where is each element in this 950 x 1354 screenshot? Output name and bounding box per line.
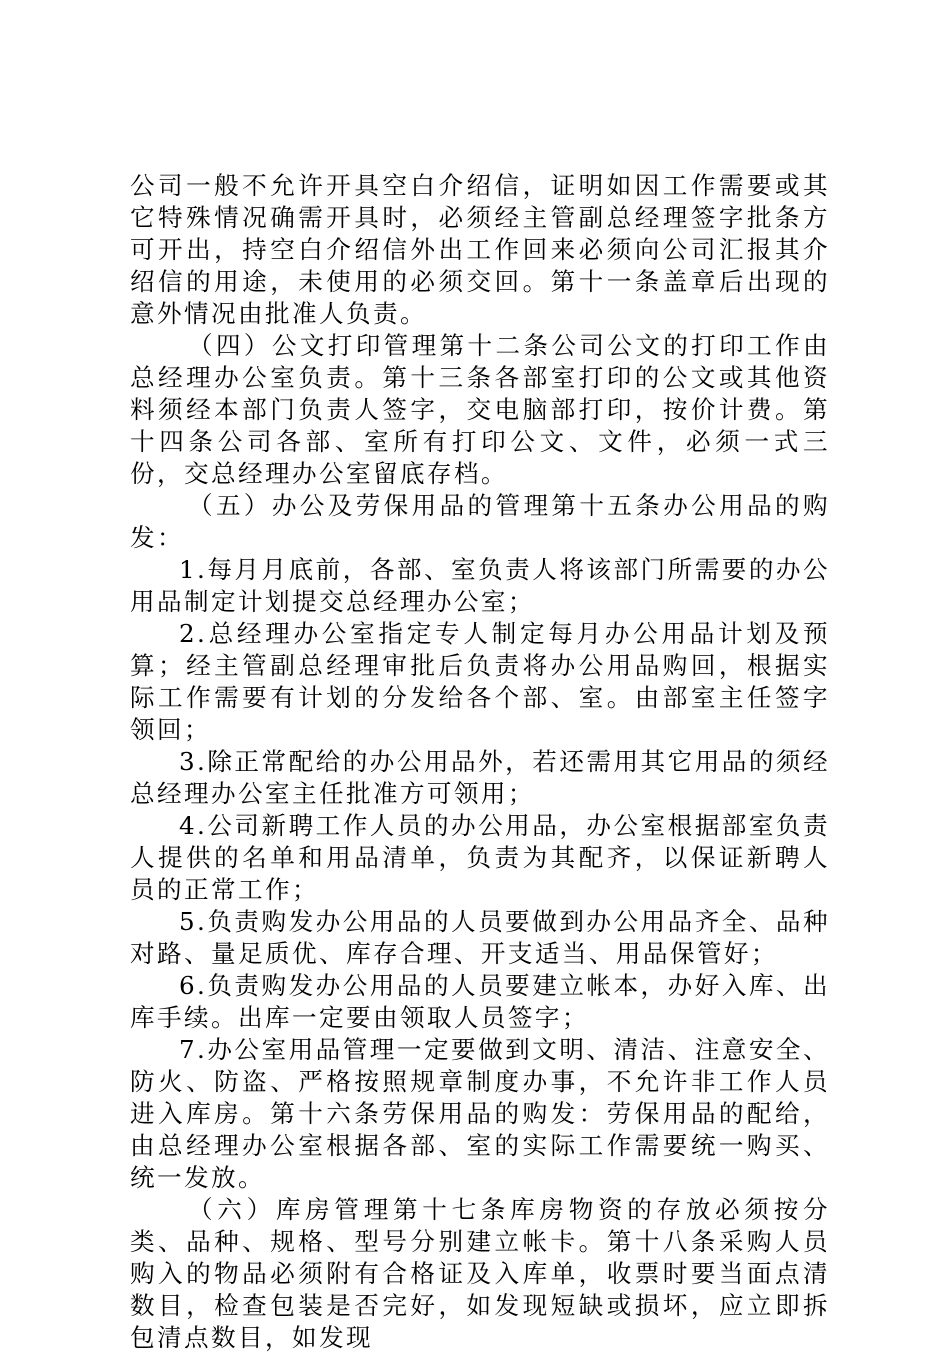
list-item-5: 5.负责购发办公用品的人员要做到办公用品齐全、品种对路、量足质优、库存合理、开支适当、用品保管好；	[130, 907, 830, 968]
paragraph-section-4-printing: （四）公文打印管理第十二条公司公文的打印工作由总经理办公室负责。第十三条各部室打印的公文或其他资料须经本部门负责人签字，交电脑部打印，按价计费。第十四条公司各部、室所有打印公文、文件，必须一式三份，交总经理办公室留底存档。	[130, 331, 830, 488]
list-item-3: 3.除正常配给的办公用品外，若还需用其它用品的须经总经理办公室主任批准方可领用；	[130, 747, 830, 808]
paragraph-blank-letter-rules: 公司一般不允许开具空白介绍信，证明如因工作需要或其它特殊情况确需开具时，必须经主管副总经理签字批条方可开出，持空白介绍信外出工作回来必须向公司汇报其介绍信的用途，未使用的必须交回。第十一条盖章后出现的意外情况由批准人负责。	[130, 171, 830, 328]
list-item-1: 1.每月月底前，各部、室负责人将该部门所需要的办公用品制定计划提交总经理办公室；	[130, 555, 830, 616]
list-item-4: 4.公司新聘工作人员的办公用品，办公室根据部室负责人提供的名单和用品清单，负责为其配齐，以保证新聘人员的正常工作；	[130, 811, 830, 904]
paragraph-section-6-warehouse: （六）库房管理第十七条库房物资的存放必须按分类、品种、规格、型号分别建立帐卡。第十八条采购人员购入的物品必须附有合格证及入库单，收票时要当面点清数目，检查包装是否完好，如发现短缺或损坏，应立即拆包清点数目，如发现	[130, 1195, 830, 1352]
document-body	[130, 170, 830, 1354]
list-item-2: 2.总经理办公室指定专人制定每月办公用品计划及预算；经主管副总经理审批后负责将办公用品购回，根据实际工作需要有计划的分发给各个部、室。由部室主任签字领回；	[130, 619, 830, 744]
list-item-7: 7.办公室用品管理一定要做到文明、清洁、注意安全、防火、防盗、严格按照规章制度办事，不允许非工作人员进入库房。第十六条劳保用品的购发：劳保用品的配给，由总经理办公室根据各部、室的实际工作需要统一购买、统一发放。	[130, 1035, 830, 1192]
list-item-6: 6.负责购发办公用品的人员要建立帐本，办好入库、出库手续。出库一定要由领取人员签字；	[130, 971, 830, 1032]
paragraph-section-5-supplies: （五）办公及劳保用品的管理第十五条办公用品的购发：	[130, 491, 830, 552]
